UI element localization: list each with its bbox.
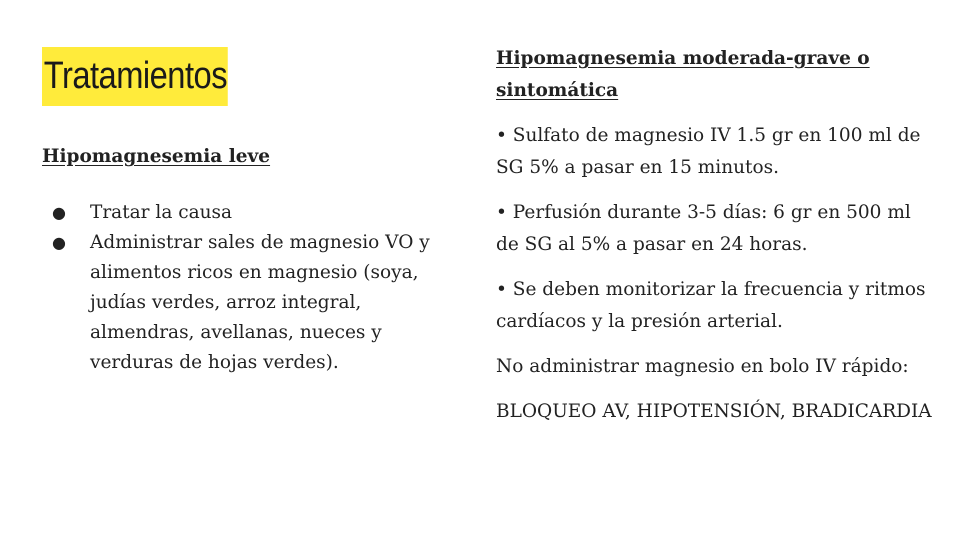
left-section-heading: Hipomagnesemia leve — [42, 146, 271, 167]
left-bullet-list — [42, 198, 442, 378]
paragraph-perfusion: • Perfusión durante 3-5 días: 6 gr en 500 ml de SG al 5% a pasar en 24 horas. — [496, 202, 911, 255]
bullet-dot-icon: ● — [52, 203, 66, 222]
paragraph-no-bolo: No administrar magnesio en bolo IV rápido: — [496, 356, 909, 377]
list-item — [42, 198, 442, 228]
paragraph-warnings: BLOQUEO AV, HIPOTENSIÓN, BRADICARDIA — [496, 401, 932, 422]
bullet-dot-icon: ● — [52, 233, 66, 252]
right-section-heading: Hipomagnesemia moderada-grave o sintomática — [496, 48, 870, 101]
list-item-text: Administrar sales de magnesio VO y alimentos ricos en magnesio (soya, judías verdes, arroz integral, almendras, avellanas, nueces y verduras de hojas verdes). — [90, 232, 430, 373]
list-item-text: Tratar la causa — [90, 202, 233, 223]
list-item — [42, 228, 442, 378]
paragraph-sulfato: • Sulfato de magnesio IV 1.5 gr en 100 ml de SG 5% a pasar en 15 minutos. — [496, 125, 921, 178]
slide-title: Tratamientos — [42, 47, 228, 106]
paragraph-monitorizar: • Se deben monitorizar la frecuencia y ritmos cardíacos y la presión arterial. — [496, 279, 926, 332]
right-column — [496, 43, 936, 441]
